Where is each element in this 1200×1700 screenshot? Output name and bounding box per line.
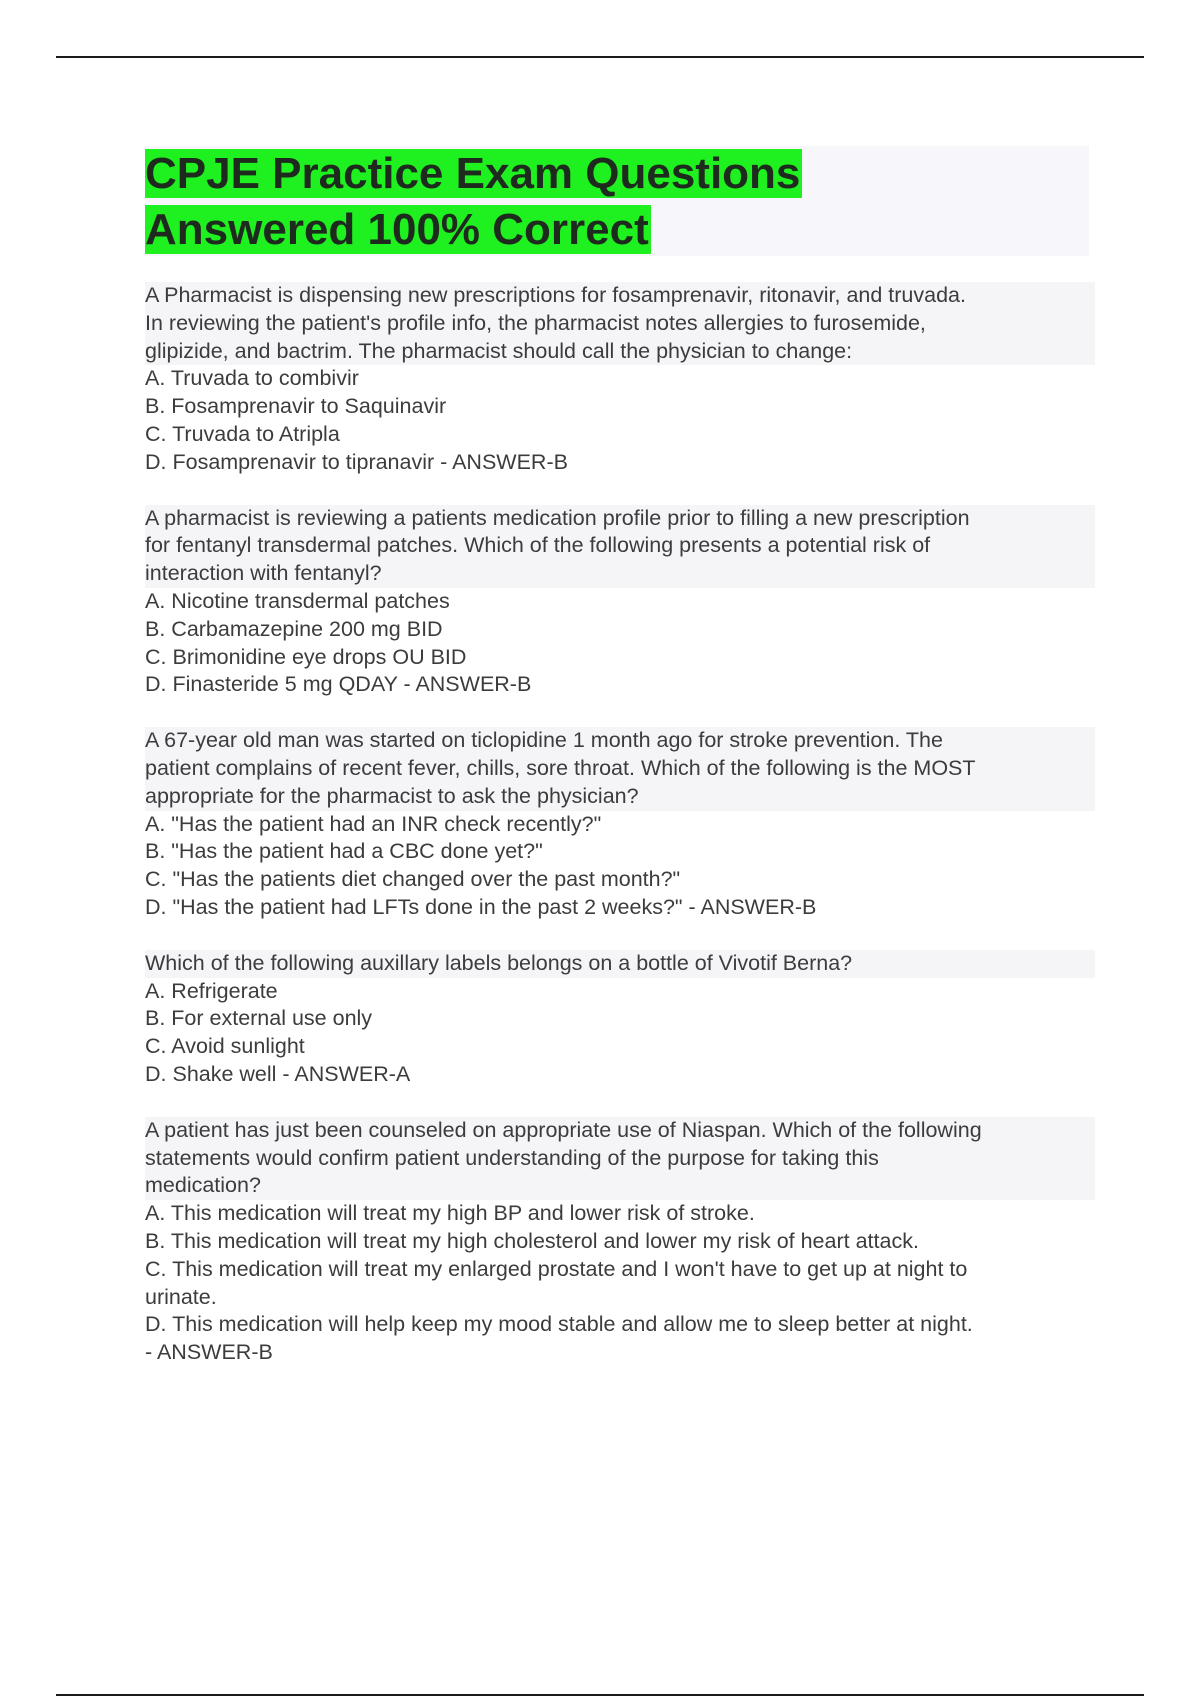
question-2: [145, 505, 1095, 700]
question-4: [145, 950, 1095, 1089]
question-stem-line: In reviewing the patient's profile info, the pharmacist notes allergies to furosemide,: [145, 310, 1095, 338]
answer-option: B. For external use only: [145, 1006, 373, 1031]
question-stem-line: A 67-year old man was started on ticlopidine 1 month ago for stroke prevention. The: [145, 727, 1095, 755]
questions-list: [145, 282, 1095, 1395]
answer-option: B. Carbamazepine 200 mg BID: [145, 616, 443, 641]
question-stem-line: statements would confirm patient understanding of the purpose for taking this: [145, 1145, 1095, 1173]
answer-option: C. "Has the patients diet changed over the past month?": [145, 867, 681, 892]
answer-option: C. Brimonidine eye drops OU BID: [145, 644, 467, 669]
question-1: [145, 282, 1095, 477]
question-stem-line: Which of the following auxillary labels belongs on a bottle of Vivotif Berna?: [145, 950, 1095, 978]
question-stem-line: A patient has just been counseled on appropriate use of Niaspan. Which of the following: [145, 1117, 1095, 1145]
title-line-1: CPJE Practice Exam Questions: [145, 149, 801, 198]
answer-option: A. "Has the patient had an INR check recently?": [145, 811, 602, 836]
answer-option: A. Truvada to combivir: [145, 366, 359, 391]
answer-option: A. Refrigerate: [145, 978, 278, 1003]
title-line-2: Answered 100% Correct: [145, 205, 649, 254]
answer-option: A. This medication will treat my high BP and lower risk of stroke.: [145, 1201, 755, 1226]
answer-option: B. This medication will treat my high cholesterol and lower my risk of heart attack.: [145, 1228, 919, 1253]
question-3: [145, 727, 1095, 922]
answer-option: C. Avoid sunlight: [145, 1034, 305, 1059]
answer-option-with-key: D. Shake well - ANSWER-A: [145, 1061, 411, 1086]
question-stem-line: A pharmacist is reviewing a patients medication profile prior to filling a new prescription: [145, 505, 1095, 533]
question-stem-line: appropriate for the pharmacist to ask the physician?: [145, 783, 1095, 811]
footer-rule: [56, 1694, 1144, 1696]
answer-option: C. This medication will treat my enlarged prostate and I won't have to get up at night to: [145, 1256, 968, 1281]
answer-option: urinate.: [145, 1284, 217, 1309]
question-stem-line: A Pharmacist is dispensing new prescriptions for fosamprenavir, ritonavir, and truvada.: [145, 282, 1095, 310]
question-5: [145, 1117, 1095, 1367]
title-block: [145, 146, 1089, 256]
question-stem-line: glipizide, and bactrim. The pharmacist should call the physician to change:: [145, 338, 1095, 366]
page-title: [145, 146, 1089, 258]
header-rule: [56, 56, 1144, 58]
answer-option: B. Fosamprenavir to Saquinavir: [145, 394, 447, 419]
answer-option: A. Nicotine transdermal patches: [145, 588, 450, 613]
answer-option: C. Truvada to Atripla: [145, 421, 340, 446]
answer-option-with-key: D. Fosamprenavir to tipranavir - ANSWER-B: [145, 449, 568, 474]
answer-option: B. "Has the patient had a CBC done yet?": [145, 839, 543, 864]
question-stem-line: interaction with fentanyl?: [145, 560, 1095, 588]
answer-option-with-key: D. "Has the patient had LFTs done in the past 2 weeks?" - ANSWER-B: [145, 894, 817, 919]
answer-option: D. This medication will help keep my mood stable and allow me to sleep better at night.: [145, 1312, 973, 1337]
question-stem-line: patient complains of recent fever, chills, sore throat. Which of the following is the MOST: [145, 755, 1095, 783]
answer-option-with-key: D. Finasteride 5 mg QDAY - ANSWER-B: [145, 672, 532, 697]
answer-key: - ANSWER-B: [145, 1340, 273, 1365]
question-stem-line: for fentanyl transdermal patches. Which of the following presents a potential risk of: [145, 532, 1095, 560]
question-stem-line: medication?: [145, 1172, 1095, 1200]
